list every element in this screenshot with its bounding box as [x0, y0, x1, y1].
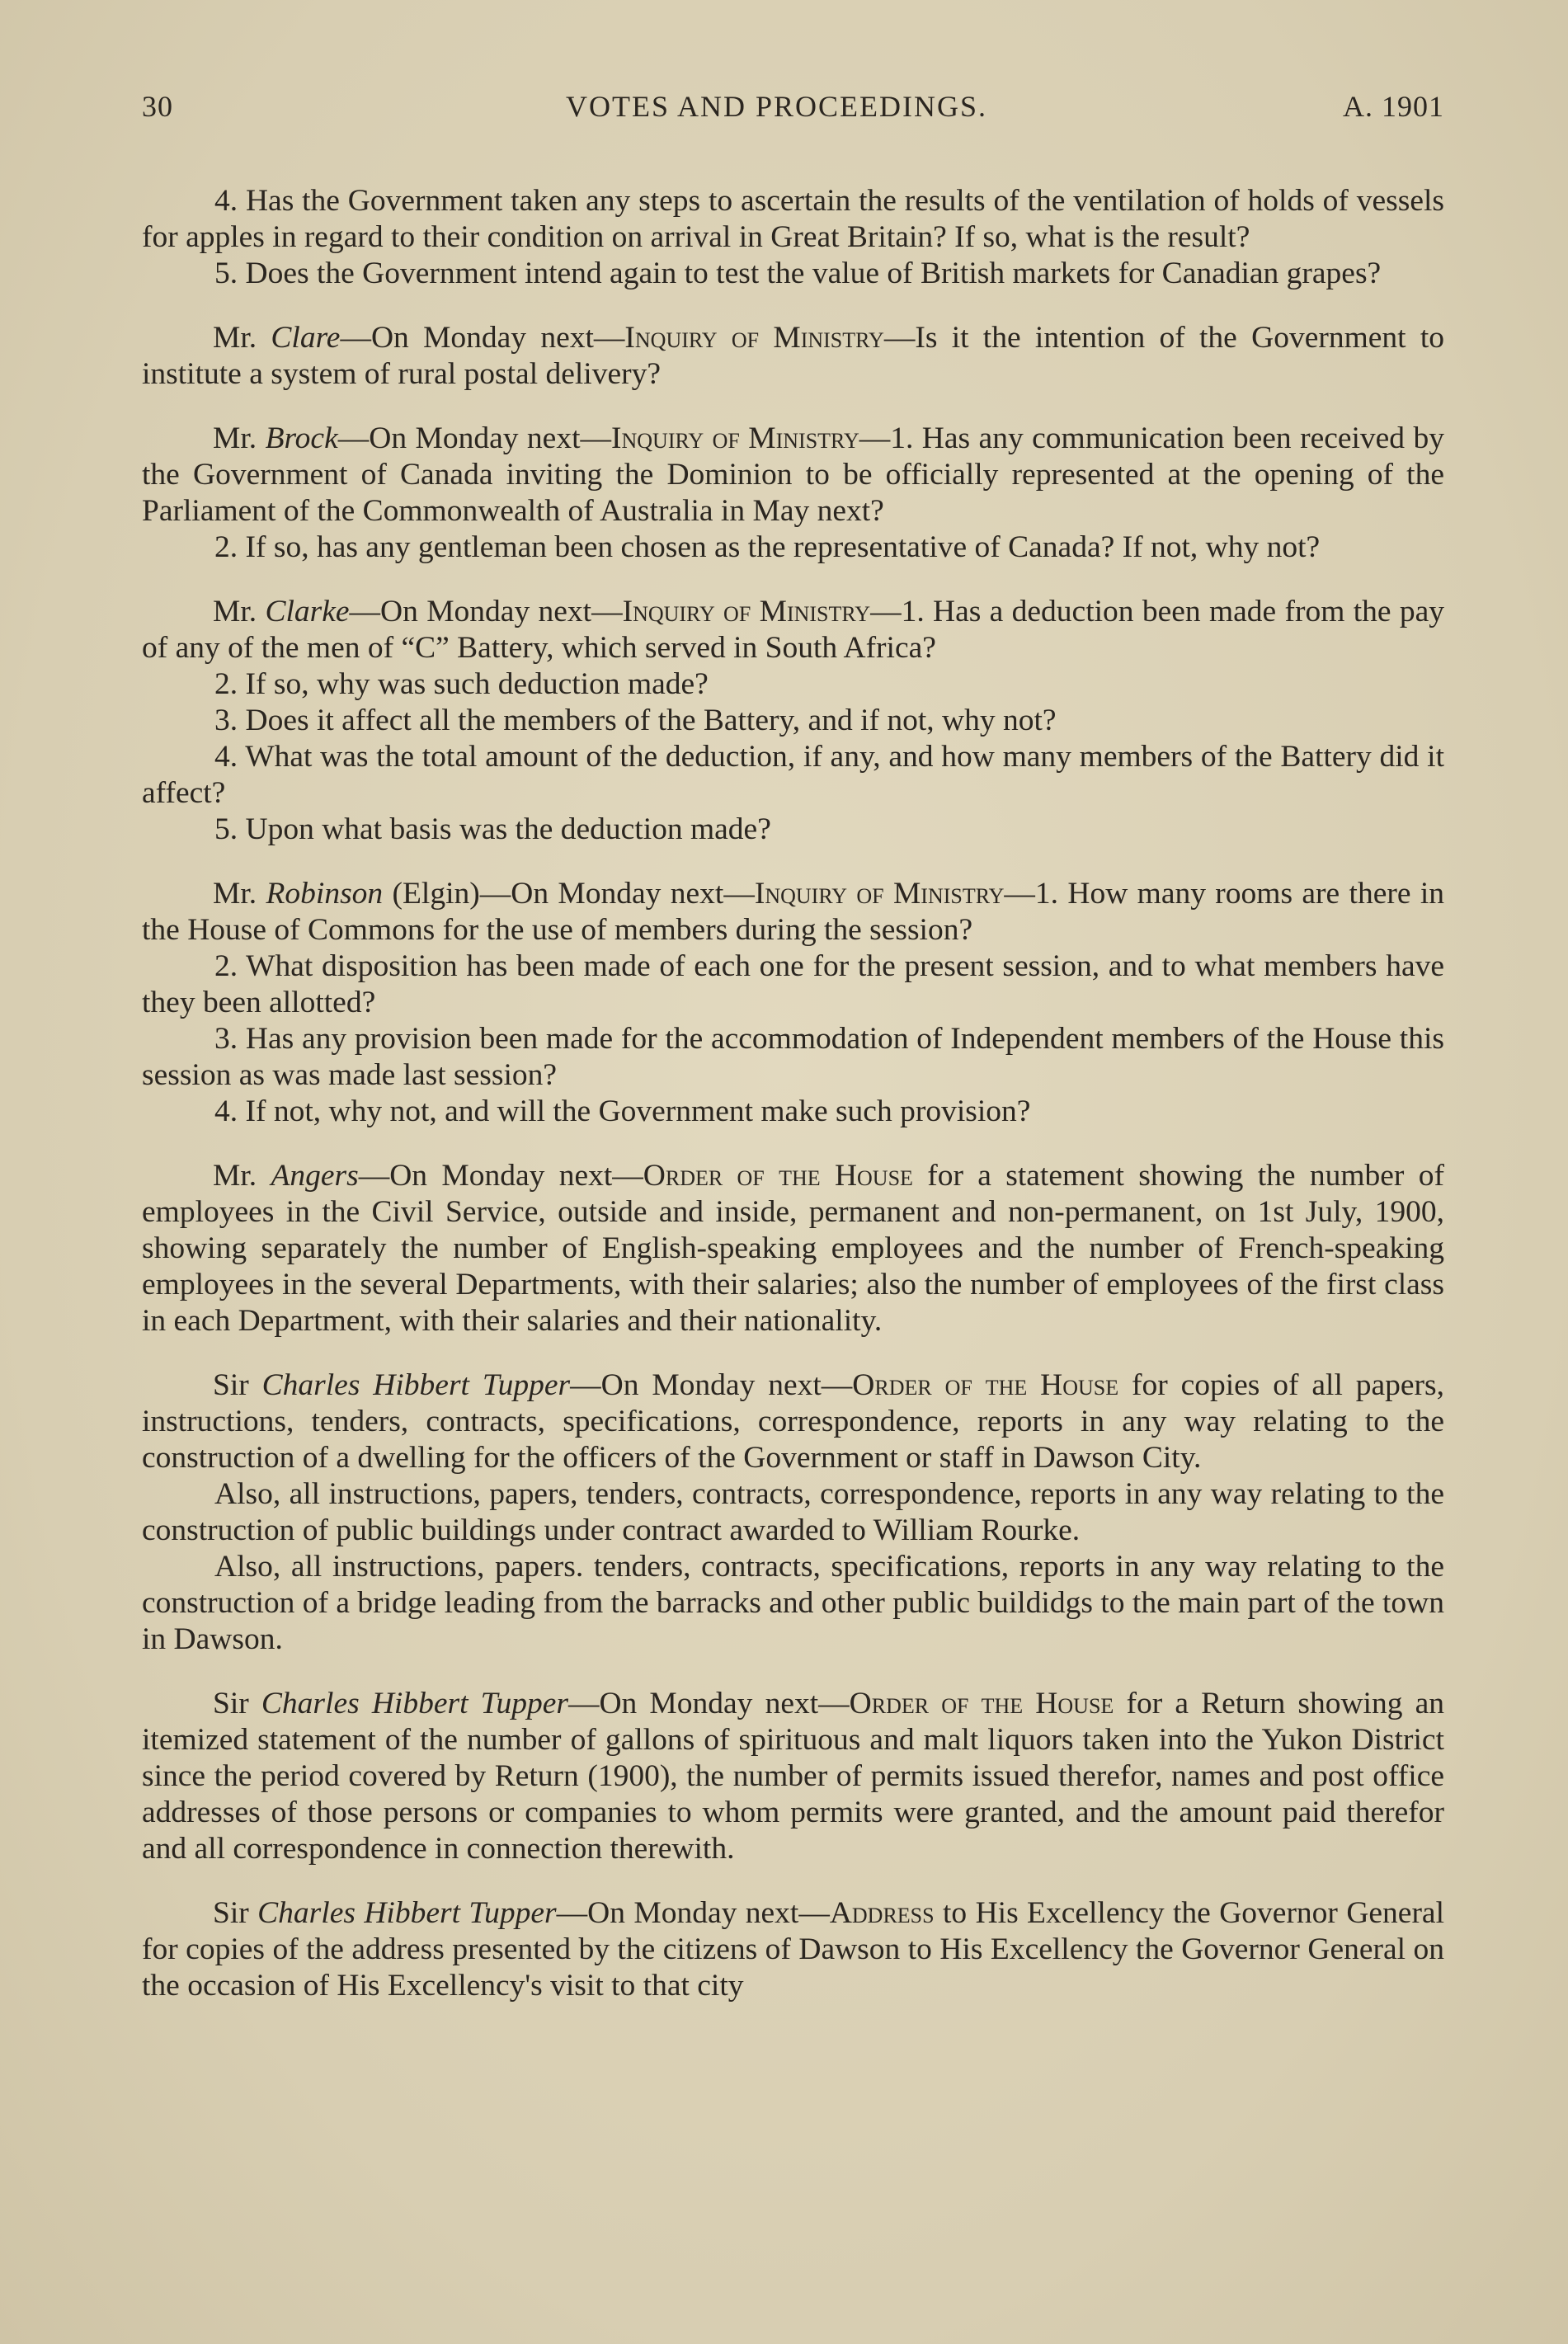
notice-kind: Order of the House: [849, 1687, 1114, 1720]
notice-entry: [142, 594, 1444, 848]
notice-paragraph: [142, 320, 1444, 393]
session-year: A. 1901: [1343, 90, 1444, 123]
member-title: Mr.: [213, 595, 257, 628]
member-name: Charles Hibbert Tupper: [257, 1896, 557, 1930]
notice-text: for a statement showing the number of employees in the Civil Service, outside and inside, permanent and non-permanent, on 1st July, 1900, showing separately the number of English-speaking employees and the number of French-speaking employees in the several Departments, with their salaries; also the number of employees of the first class in each Department, with their salaries and their nationality.: [142, 1159, 1444, 1338]
notice-paragraph: [142, 1367, 1444, 1476]
notice-entry: [142, 1367, 1444, 1658]
notice-date: —On Monday next—: [479, 877, 755, 911]
notice-date: —On Monday next—: [567, 1687, 850, 1720]
notice-paragraph: [142, 421, 1444, 530]
notice-kind: Address: [829, 1896, 935, 1930]
page-header: [142, 89, 1444, 124]
page-number: 30: [142, 90, 173, 123]
member-title: Sir: [213, 1687, 249, 1720]
member-title: Mr.: [213, 1159, 257, 1193]
notice-date: —On Monday next—: [337, 421, 611, 455]
notice-kind: Inquiry of Ministry: [611, 421, 859, 455]
notice-entries: [142, 320, 1444, 2004]
member-constituency: (Elgin): [383, 877, 480, 911]
notice-item: Also, all instructions, papers, tenders, contracts, correspondence, reports in any way relating to the construction of public buildings under contract awarded to William Rourke.: [142, 1477, 1444, 1547]
notice-text: —1. Has any communication been received by the Government of Canada inviting the Dominion to be officially represented at the opening of the Parliament of the Commonwealth of Australia in May next?: [142, 421, 1444, 528]
notice-date: —On Monday next—: [556, 1896, 830, 1930]
document-body: [142, 183, 1444, 2004]
notice-kind: Inquiry of Ministry: [622, 595, 871, 628]
continued-item: 5. Does the Government intend again to test the value of British markets for Canadian grapes?: [214, 257, 1382, 290]
notice-kind: Inquiry of Ministry: [624, 321, 884, 355]
member-name: Charles Hibbert Tupper: [261, 1687, 568, 1720]
running-title: VOTES AND PROCEEDINGS.: [565, 90, 988, 123]
member-title: Sir: [213, 1896, 249, 1930]
notice-item: Also, all instructions, papers. tenders, contracts, specifications, reports in any way relating to the construction of a bridge leading from the barracks and other public buildidgs to the main part of the town in Dawson.: [142, 1550, 1444, 1656]
notice-date: —On Monday next—: [570, 1368, 853, 1402]
notice-paragraph: [142, 1895, 1444, 2004]
notice-item: 2. If so, has any gentleman been chosen as the representative of Canada? If not, why not?: [214, 530, 1321, 564]
notice-item: 4. What was the total amount of the deduction, if any, and how many members of the Battery did it affect?: [142, 740, 1444, 810]
notice-entry: [142, 320, 1444, 393]
notice-item: 3. Has any provision been made for the accommodation of Independent members of the House this session as was made last session?: [142, 1022, 1444, 1092]
member-title: Mr.: [213, 321, 257, 355]
notice-date: —On Monday next—: [358, 1159, 643, 1193]
notice-item: 5. Upon what basis was the deduction made?: [214, 812, 771, 846]
notice-entry: [142, 1158, 1444, 1339]
member-name: Angers: [271, 1159, 359, 1193]
member-title: Mr.: [213, 877, 257, 911]
notice-text: for copies of all papers, instructions, tenders, contracts, specifications, correspondence, reports in any way relating to the construction of a dwelling for the officers of the Government or staff in Dawson City.: [142, 1368, 1445, 1475]
notice-paragraph: [142, 594, 1444, 666]
member-title: Mr.: [213, 421, 257, 455]
continued-item: 4. Has the Government taken any steps to ascertain the results of the ventilation of holds of vessels for apples in regard to their condition on arrival in Great Britain? If so, what is the result?: [142, 184, 1444, 254]
notice-kind: Inquiry of Ministry: [754, 877, 1005, 911]
notice-text: —1. How many rooms are there in the House of Commons for the use of members during the session?: [142, 877, 1444, 947]
member-name: Brock: [265, 421, 338, 455]
notice-item: 3. Does it affect all the members of the Battery, and if not, why not?: [214, 704, 1057, 737]
notice-date: —On Monday next—: [340, 321, 625, 355]
notice-paragraph: [142, 1686, 1444, 1867]
member-title: Sir: [213, 1368, 249, 1402]
notice-date: —On Monday next—: [349, 595, 623, 628]
notice-item: 4. If not, why not, and will the Government make such provision?: [214, 1094, 1031, 1128]
notice-entry: [142, 1895, 1444, 2004]
member-name: Robinson: [266, 877, 384, 911]
notice-text: —1. Has a deduction been made from the pay of any of the men of “C” Battery, which served in South Africa?: [142, 595, 1445, 665]
notice-text: for a Return showing an itemized statement of the number of gallons of spirituous and malt liquors taken into the Yukon District since the period covered by Return (1900), the number of permits issued therefor, names and post office addresses of those persons or companies to whom permits were granted, and the amount paid therefor and all correspondence in connection therewith.: [142, 1687, 1444, 1866]
notice-text: —Is it the intention of the Government to institute a system of rural postal delivery?: [142, 321, 1445, 391]
notice-paragraph: [142, 876, 1444, 948]
notice-entry: [142, 421, 1444, 566]
notice-item: 2. What disposition has been made of each one for the present session, and to what members have they been allotted?: [142, 949, 1444, 1019]
notice-entry: [142, 1686, 1444, 1867]
notice-item: 2. If so, why was such deduction made?: [214, 667, 709, 701]
member-name: Charles Hibbert Tupper: [261, 1368, 571, 1402]
member-name: Clarke: [265, 595, 350, 628]
member-name: Clare: [271, 321, 341, 355]
notice-kind: Order of the House: [852, 1368, 1119, 1402]
notice-paragraph: [142, 1158, 1444, 1339]
notice-text: to His Excellency the Governor General for copies of the address presented by the citizens of Dawson to His Excellency the Governor General on the occasion of His Excellency's visit to that city: [142, 1896, 1444, 2003]
notice-kind: Order of the House: [643, 1159, 913, 1193]
continued-items: [142, 183, 1444, 292]
notice-entry: [142, 876, 1444, 1130]
